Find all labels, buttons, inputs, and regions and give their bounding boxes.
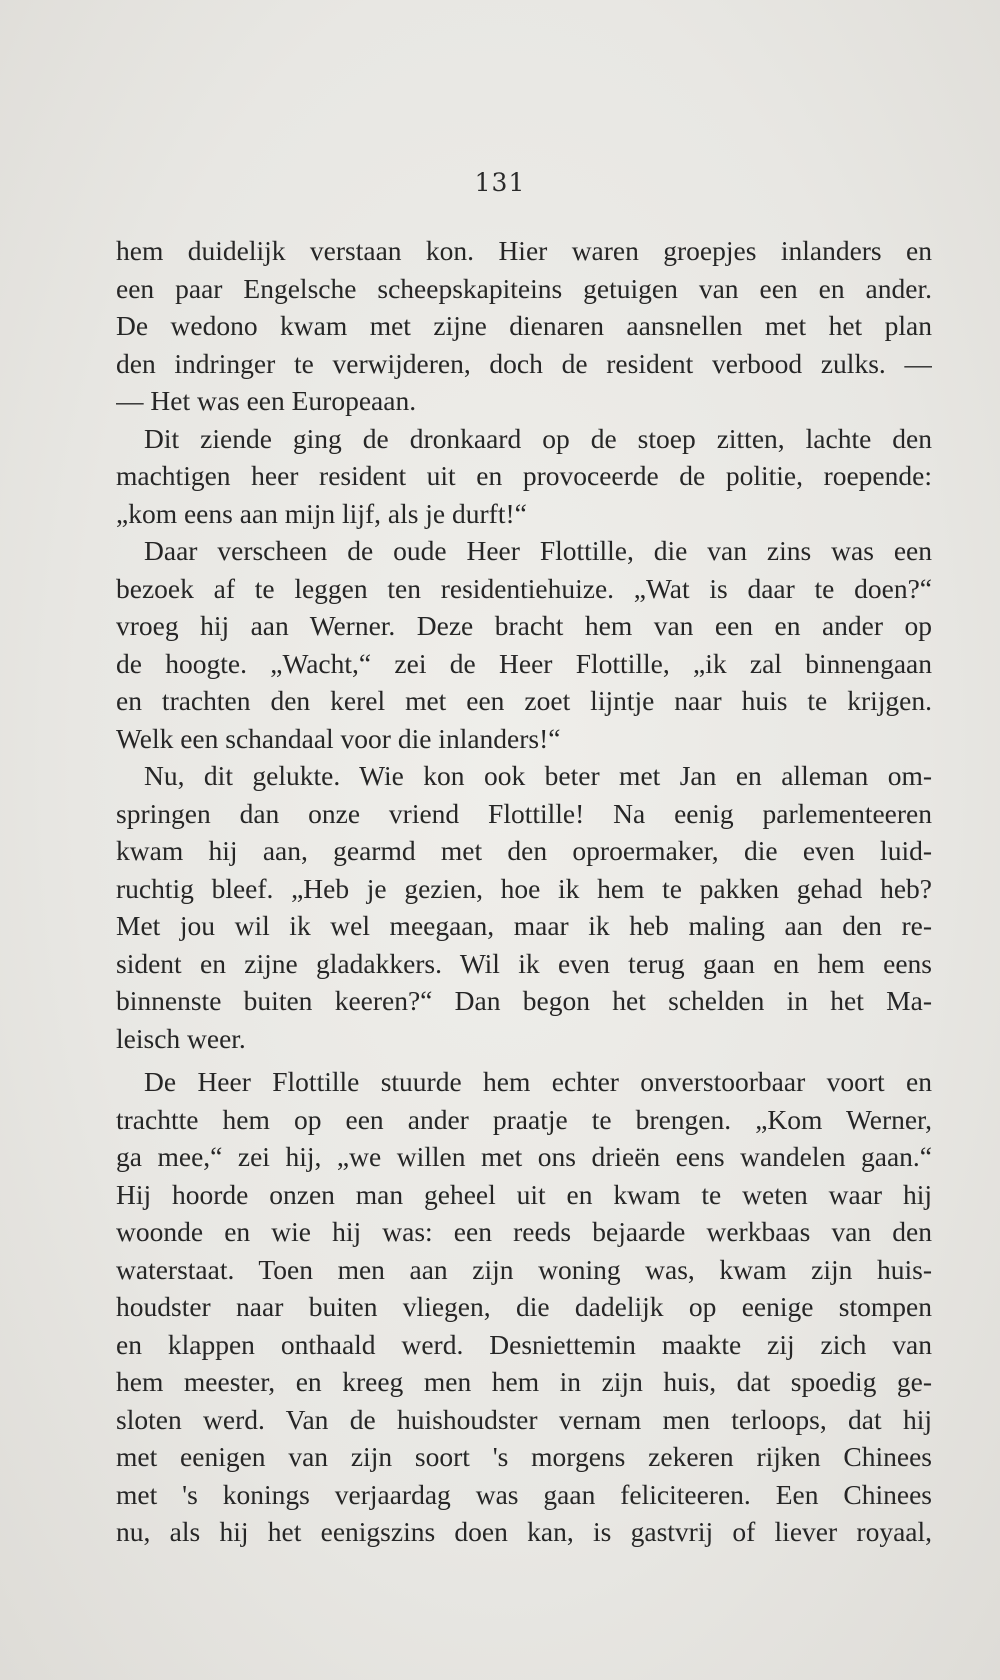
text-line: „kom eens aan mijn lijf, als je durft!“ <box>116 497 527 529</box>
text-line: bezoek af te leggen ten residentiehuize. „Wat is daar te doen?“ <box>116 572 932 604</box>
text-line: den indringer te verwijderen, doch de resident verbood zulks. — <box>116 347 932 379</box>
text-line: en trachten den kerel met een zoet lijntje naar huis te krijgen. <box>116 685 932 716</box>
text-line: Dit ziende ging de dronkaard op de stoep zitten, lachte den <box>144 422 932 454</box>
text-line: ga mee,“ zei hij, „we willen met ons drieën eens wandelen gaan.“ <box>116 1141 932 1172</box>
text-line: een paar Engelsche scheepskapiteins getuigen van een en ander. <box>116 272 932 304</box>
text-line: waterstaat. Toen men aan zijn woning was, kwam zijn huis- <box>116 1253 932 1285</box>
text-line: De wedono kwam met zijne dienaren aansnellen met het plan <box>116 310 932 341</box>
text-line: vroeg hij aan Werner. Deze bracht hem van een en ander op <box>116 610 932 641</box>
text-line: de hoogte. „Wacht,“ zei de Heer Flottille, „ik zal binnengaan <box>116 647 932 679</box>
text-line: ruchtig bleef. „Heb je gezien, hoe ik hem te pakken gehad heb? <box>116 872 932 904</box>
text-line: leisch weer. <box>116 1022 246 1054</box>
text-line: kwam hij aan, gearmd met den oproermaker, die even luid- <box>116 835 932 866</box>
text-line: Met jou wil ik wel meegaan, maar ik heb maling aan den re- <box>116 910 932 941</box>
text-line: Nu, dit gelukte. Wie kon ook beter met Jan en alleman om- <box>144 760 932 791</box>
text-line: woonde en wie hij was: een reeds bejaarde werkbaas van den <box>116 1216 932 1247</box>
text-line: Daar verscheen de oude Heer Flottille, die van zins was een <box>144 535 932 566</box>
text-line: hem duidelijk verstaan kon. Hier waren groepjes inlanders en <box>116 235 932 266</box>
text-line: nu, als hij het eenigszins doen kan, is gastvrij of liever royaal, <box>116 1516 932 1547</box>
text-line: machtigen heer resident uit en provoceerde de politie, roepende: <box>116 460 932 491</box>
body-text <box>116 232 932 1551</box>
text-line: hem meester, en kreeg men hem in zijn huis, dat spoedig ge- <box>116 1366 932 1397</box>
text-line: sloten werd. Van de huishoudster vernam men terloops, dat hij <box>116 1403 932 1435</box>
text-line: Welk een schandaal voor die inlanders!“ <box>116 722 561 754</box>
text-line: binnenste buiten keeren?“ Dan begon het schelden in het Ma- <box>116 985 932 1016</box>
text-line: — Het was een Europeaan. <box>116 385 417 416</box>
text-line: sident en zijne gladakkers. Wil ik even terug gaan en hem eens <box>116 947 932 979</box>
text-line: en klappen onthaald werd. Desniettemin maakte zij zich van <box>116 1328 932 1360</box>
text-line: springen dan onze vriend Flottille! Na eenig parlementeeren <box>116 797 932 829</box>
text-line: Hij hoorde onzen man geheel uit en kwam te weten waar hij <box>116 1178 932 1210</box>
text-line: trachtte hem op een ander praatje te brengen. „Kom Werner, <box>116 1103 932 1135</box>
text-line: houdster naar buiten vliegen, die dadelijk op eenige stompen <box>116 1291 932 1322</box>
text-line: met eenigen van zijn soort 's morgens zekeren rijken Chinees <box>116 1441 932 1472</box>
text-line: De Heer Flottille stuurde hem echter onverstoorbaar voort en <box>144 1066 932 1097</box>
page-number: 131 <box>474 168 526 197</box>
text-line: met 's konings verjaardag was gaan feliciteeren. Een Chinees <box>116 1478 932 1510</box>
